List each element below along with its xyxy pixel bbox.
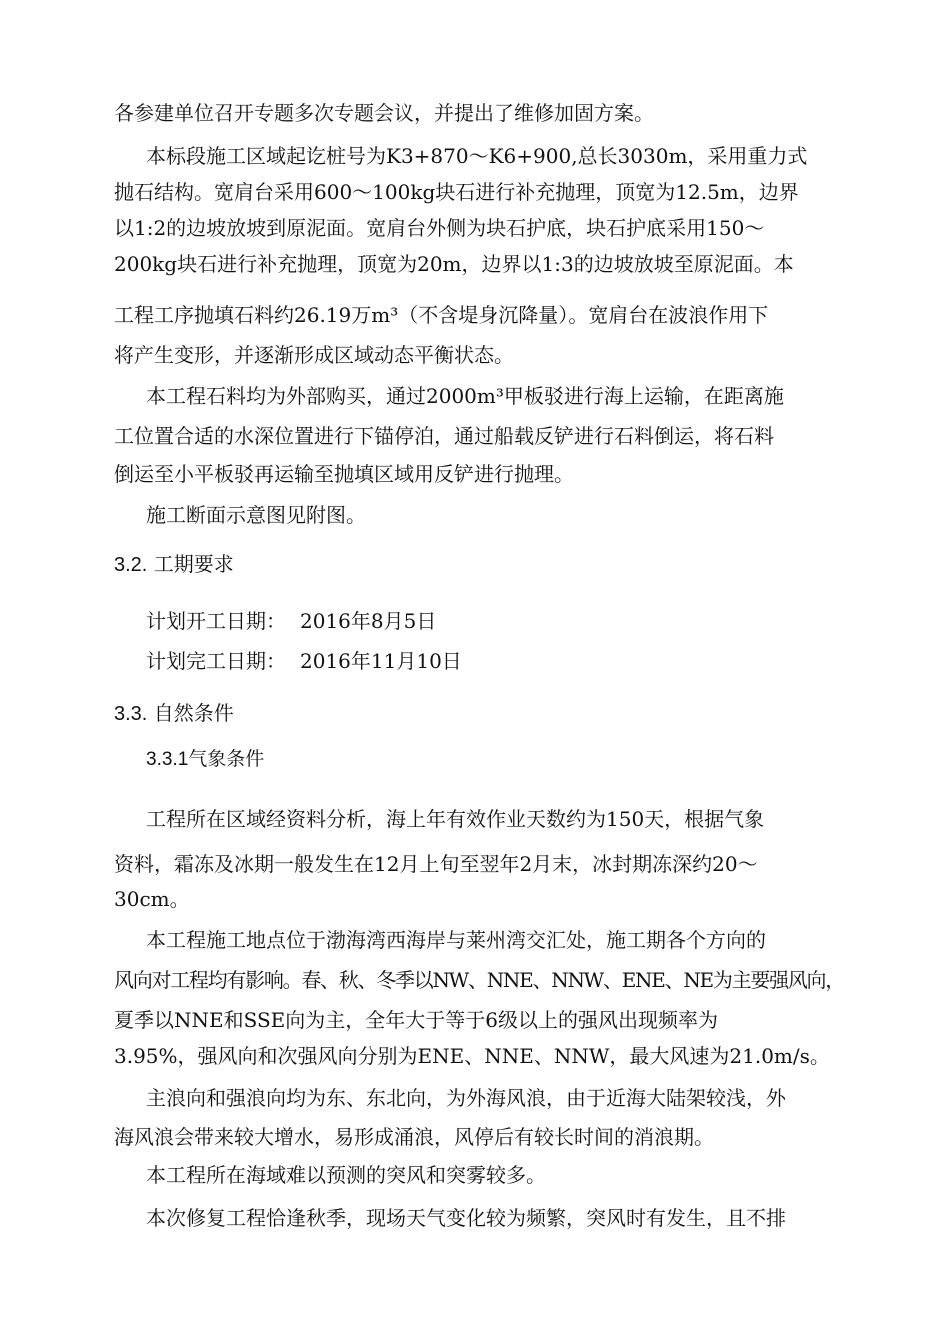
start-date-label: 计划开工日期：	[146, 609, 286, 633]
paragraph-line: 本工程所在海域难以预测的突风和突雾较多。	[146, 1163, 546, 1187]
start-date-value: 2016年8月5日	[300, 609, 437, 633]
paragraph-line: 本工程施工地点位于渤海湾西海岸与莱州湾交汇处，施工期各个方向的	[146, 928, 766, 952]
section-title: 工期要求	[153, 552, 234, 576]
end-date-label: 计划完工日期：	[146, 649, 286, 673]
schedule-end-row	[146, 646, 462, 676]
subsection-heading-3-3-1	[146, 744, 264, 775]
paragraph-line: 30cm。	[114, 887, 190, 911]
schedule-start-row	[146, 606, 436, 636]
paragraph-line: 夏季以NNE和SSE向为主，全年大于等于6级以上的强风出现频率为	[114, 1008, 718, 1032]
paragraph-line: 本标段施工区域起讫桩号为K3+870～K6+900,总长3030m，采用重力式	[146, 144, 808, 168]
paragraph-line: 施工断面示意图见附图。	[146, 503, 366, 527]
section-number: 3.2.	[114, 554, 148, 576]
paragraph-line: 工位置合适的水深位置进行下锚停泊，通过船载反铲进行石料倒运，将石料	[114, 424, 774, 448]
subsection-number: 3.3.1	[146, 749, 189, 770]
paragraph-line: 以1:2的边坡放坡到原泥面。宽肩台外侧为块石护底，块石护底采用150～	[114, 216, 765, 240]
paragraph-line: 倒运至小平板驳再运输至抛填区域用反铲进行抛理。	[114, 462, 574, 486]
paragraph-line: 200kg块石进行补充抛理，顶宽为20m，边界以1:3的边坡放坡至原泥面。本	[114, 252, 794, 276]
end-date-value: 2016年11月10日	[300, 649, 462, 673]
subsection-title: 气象条件	[188, 748, 265, 770]
paragraph-line: 将产生变形，并逐渐形成区域动态平衡状态。	[114, 343, 514, 367]
section-heading-3-3	[114, 698, 234, 729]
paragraph-line: 工程工序抛填石料约26.19万m³（不含堤身沉降量）。宽肩台在波浪作用下	[114, 303, 769, 327]
paragraph-line: 抛石结构。宽肩台采用600～100kg块石进行补充抛理，顶宽为12.5m，边界	[114, 180, 799, 204]
paragraph-line: 本工程石料均为外部购买，通过2000m³甲板驳进行海上运输，在距离施	[146, 384, 784, 408]
paragraph-line: 海风浪会带来较大增水，易形成涌浪，风停后有较长时间的消浪期。	[114, 1125, 714, 1149]
section-heading-3-2	[114, 549, 234, 580]
paragraph-line: 工程所在区域经资料分析，海上年有效作业天数约为150天，根据气象	[146, 807, 765, 831]
paragraph-line: 3.95%，强风向和次强风向分别为ENE、NNE、NNW，最大风速为21.0m/s。	[114, 1044, 830, 1068]
paragraph-line: 主浪向和强浪向均为东、东北向，为外海风浪，由于近海大陆架较浅，外	[146, 1086, 786, 1110]
paragraph-line: 风向对工程均有影响。春、秋、冬季以NW、NNE、NNW、ENE、NE为主要强风向，	[114, 968, 845, 992]
paragraph-line: 各参建单位召开专题多次专题会议，并提出了维修加固方案。	[114, 101, 654, 125]
paragraph-line: 本次修复工程恰逢秋季，现场天气变化较为频繁，突风时有发生，且不排	[146, 1206, 786, 1230]
paragraph-line: 资料，霜冻及冰期一般发生在12月上旬至翌年2月末，冰封期冻深约20～	[114, 852, 758, 876]
section-number: 3.3.	[114, 703, 148, 725]
section-title: 自然条件	[153, 701, 234, 725]
